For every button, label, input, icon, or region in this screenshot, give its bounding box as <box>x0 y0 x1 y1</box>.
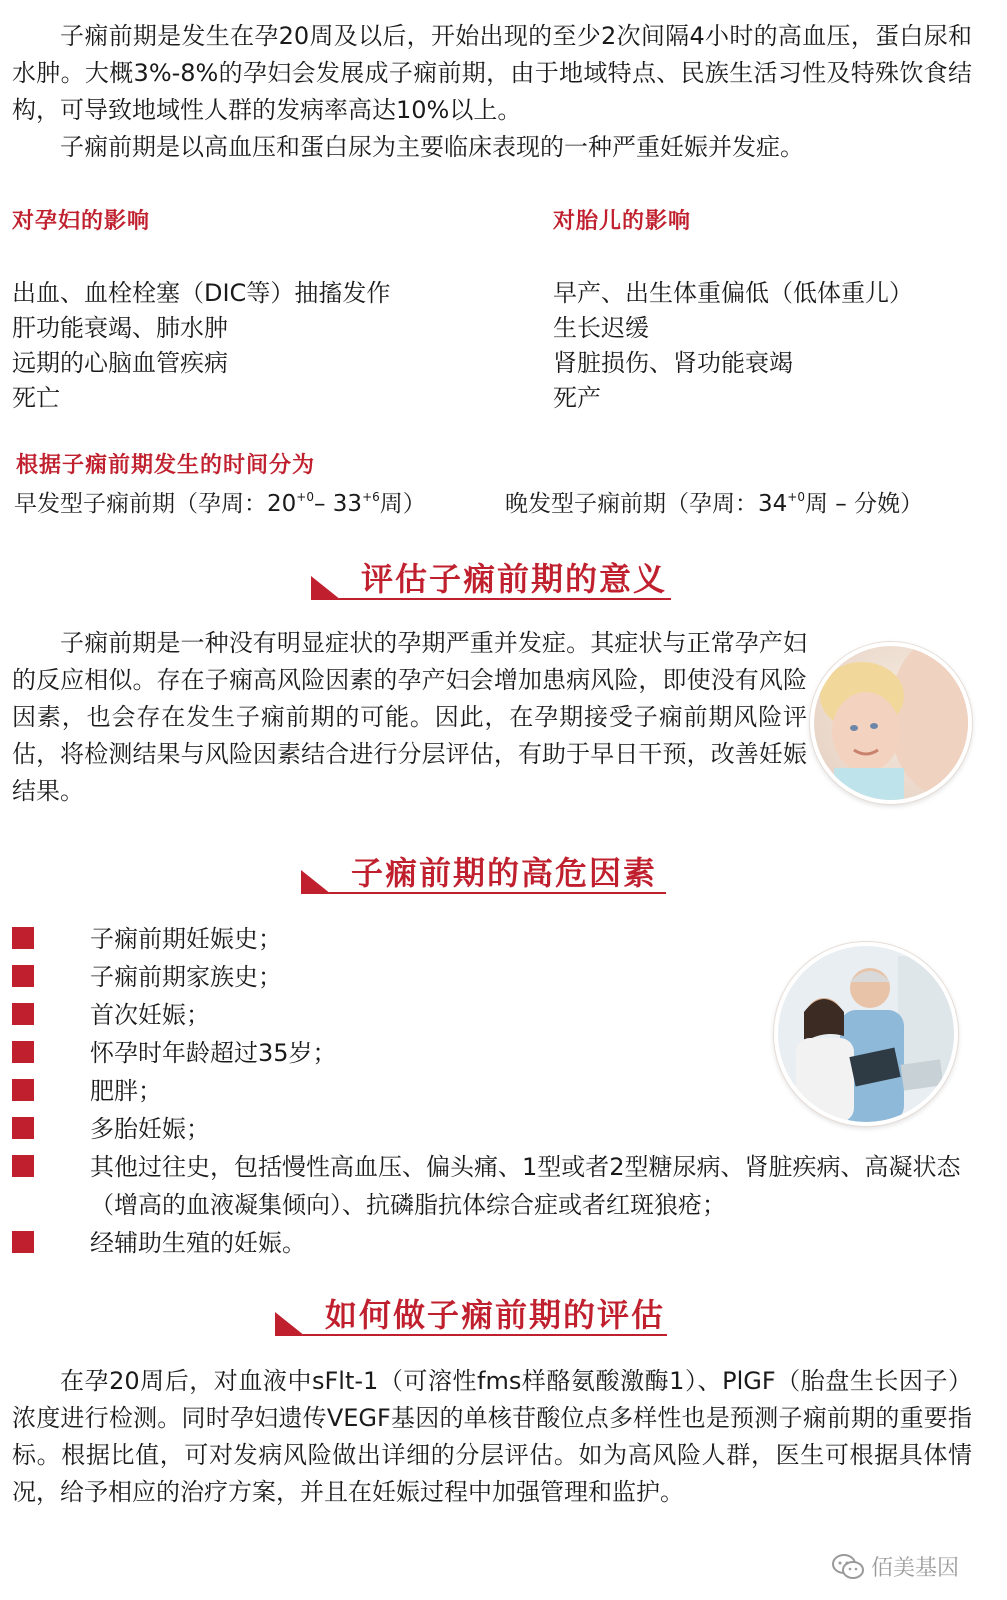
doctors-illustration <box>778 946 954 1122</box>
bullet-square-icon <box>12 1079 34 1101</box>
late-onset-suffix: 周 – 分娩） <box>804 491 924 517</box>
assessment-paragraph: 在孕20周后，对血液中sFlt-1（可溶性fms样酪氨酸激酶1）、PlGF（胎盘生长因子）浓度进行检测。同时孕妇遗传VEGF基因的单核苷酸位点多样性也是预测子痫前期的重要指标。根据比值，可对发病风险做出详细的分层评估。如为高风险人群，医生可根据具体情况，给予相应的治疗方案，并且在妊娠过程中加强管理和监护。 <box>12 1367 972 1506</box>
child-belly-photo <box>810 642 972 804</box>
effects-fetus-list <box>553 276 993 416</box>
section-banner-risks <box>301 846 666 894</box>
child-belly-illustration <box>814 646 968 800</box>
effects-mother-list <box>12 276 532 416</box>
early-onset-suffix: 周） <box>379 491 426 517</box>
banner-triangle <box>275 1312 305 1336</box>
late-onset-prefix: 晚发型子痫前期（孕周：34 <box>505 491 788 517</box>
list-item: 死亡 <box>12 384 60 412</box>
list-item <box>12 1224 972 1262</box>
risk-factor-text: 经辅助生殖的妊娠。 <box>90 1229 306 1257</box>
effects-mother-title: 对孕妇的影响 <box>12 208 151 234</box>
late-onset-type <box>505 485 923 518</box>
bullet-square-icon <box>12 1117 34 1139</box>
late-onset-sup: +0 <box>787 490 805 504</box>
bullet-square-icon <box>12 1231 34 1253</box>
section-title-risks: 子痫前期的高危因素 <box>351 854 658 892</box>
risk-factor-text: 首次妊娠； <box>90 1001 210 1029</box>
bullet-square-icon <box>12 1155 34 1177</box>
section-banner-significance <box>311 552 671 600</box>
early-onset-sup-start: +0 <box>296 490 314 504</box>
effects-fetus-title: 对胎儿的影响 <box>553 208 692 234</box>
significance-paragraph: 子痫前期是一种没有明显症状的孕期严重并发症。其症状与正常孕产妇的反应相似。存在子痫高风险因素的孕产妇会增加患病风险，即使没有风险因素，也会存在发生子痫前期的可能。因此，在孕期接受子痫前期风险评估，将检测结果与风险因素结合进行分层评估，有助于早日干预，改善妊娠结果。 <box>12 629 807 805</box>
risk-factor-text: 子痫前期妊娠史； <box>90 925 282 953</box>
risk-factor-text: 怀孕时年龄超过35岁； <box>90 1039 337 1067</box>
risk-factor-text: 肥胖； <box>90 1077 162 1105</box>
list-item: 出血、血栓栓塞（DIC等）抽搐发作 <box>12 279 391 307</box>
bullet-square-icon <box>12 927 34 949</box>
doctors-photo <box>774 942 958 1126</box>
risk-factor-text: 其他过往史，包括慢性高血压、偏头痛、1型或者2型糖尿病、肾脏疾病、高凝状态（增高的血液凝集倾向）、抗磷脂抗体综合症或者红斑狼疮； <box>90 1153 961 1219</box>
list-item <box>12 1148 972 1224</box>
section-title-significance: 评估子痫前期的意义 <box>361 560 668 598</box>
classification-title: 根据子痫前期发生的时间分为 <box>16 452 316 478</box>
watermark-text: 佰美基因 <box>870 1556 959 1581</box>
bullet-square-icon <box>12 1003 34 1025</box>
list-item: 肾脏损伤、肾功能衰竭 <box>553 349 793 377</box>
list-item: 生长迟缓 <box>553 314 649 342</box>
early-onset-prefix: 早发型子痫前期（孕周：20 <box>14 491 297 517</box>
early-onset-type <box>14 485 426 518</box>
section-title-assessment: 如何做子痫前期的评估 <box>325 1296 666 1334</box>
intro-paragraph-1: 子痫前期是发生在孕20周及以后，开始出现的至少2次间隔4小时的高血压，蛋白尿和水肿。大概3%-8%的孕妇会发展成子痫前期，由于地域特点、民族生活习性及特殊饮食结构，可导致地域性人群的发病率高达10%以上。 <box>12 22 972 124</box>
bullet-square-icon <box>12 1041 34 1063</box>
bullet-square-icon <box>12 965 34 987</box>
wechat-icon <box>831 1553 865 1581</box>
section-banner-assessment <box>275 1288 667 1336</box>
intro-section <box>12 18 972 166</box>
early-onset-mid: – 33 <box>313 491 363 517</box>
risk-factor-text: 子痫前期家族史； <box>90 963 282 991</box>
watermark <box>831 1551 959 1582</box>
banner-triangle <box>311 576 341 600</box>
list-item: 早产、出生体重偏低（低体重儿） <box>553 279 913 307</box>
banner-triangle <box>301 870 331 894</box>
list-item: 死产 <box>553 384 601 412</box>
risk-factor-text: 多胎妊娠； <box>90 1115 210 1143</box>
list-item: 肝功能衰竭、肺水肿 <box>12 314 228 342</box>
intro-paragraph-2: 子痫前期是以高血压和蛋白尿为主要临床表现的一种严重妊娠并发症。 <box>60 133 804 161</box>
early-onset-sup-end: +6 <box>362 490 380 504</box>
list-item: 远期的心脑血管疾病 <box>12 349 228 377</box>
